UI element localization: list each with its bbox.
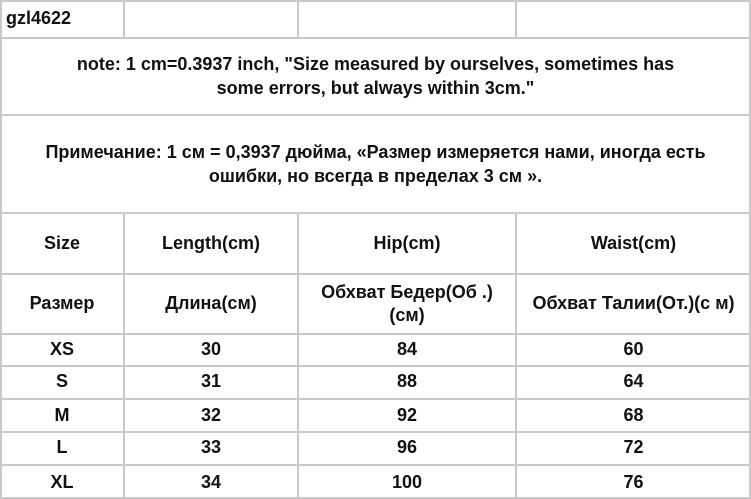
header-size-en: Size — [43, 233, 81, 254]
grid-line — [0, 0, 2, 499]
grid-line — [123, 213, 125, 499]
cell-size: XL — [50, 471, 74, 492]
cell-hip: 84 — [396, 339, 418, 360]
grid-line — [297, 0, 299, 38]
note-english: note: 1 cm=0.3937 inch, "Size measured by ourselves, sometimes has some errors, but always within 3cm." — [76, 53, 675, 98]
cell-waist: 64 — [623, 371, 644, 392]
cell-length: 31 — [200, 371, 222, 392]
header-length-ru: Длина(см) — [165, 293, 257, 314]
cell-length: 32 — [200, 405, 222, 426]
cell-waist: 60 — [623, 339, 644, 360]
cell-size: L — [56, 437, 68, 458]
grid-line — [0, 431, 751, 433]
cell-length: 34 — [200, 471, 222, 492]
header-waist-ru: Обхват Талии(От.)(с м) — [532, 293, 735, 314]
grid-line — [0, 273, 751, 275]
cell-size: M — [54, 405, 70, 426]
grid-line — [0, 365, 751, 367]
grid-line — [515, 0, 517, 38]
cell-hip: 92 — [396, 405, 418, 426]
grid-line — [0, 464, 751, 466]
cell-size: XS — [49, 339, 74, 360]
grid-line — [0, 398, 751, 400]
cell-length: 30 — [200, 339, 222, 360]
grid-line — [0, 333, 751, 335]
product-code: gzl4622 — [6, 8, 72, 29]
grid-line — [0, 212, 751, 214]
header-hip-ru: Обхват Бедер(Об .)(см) — [321, 281, 493, 325]
cell-length: 33 — [200, 437, 222, 458]
grid-line — [123, 0, 125, 38]
header-length-en: Length(cm) — [162, 233, 260, 254]
cell-hip: 96 — [396, 437, 418, 458]
cell-waist: 76 — [623, 471, 644, 492]
cell-size: S — [55, 371, 68, 392]
header-waist-en: Waist(cm) — [590, 233, 677, 254]
cell-hip: 88 — [396, 371, 418, 392]
grid-line — [0, 37, 751, 39]
note-russian: Примечание: 1 см = 0,3937 дюйма, «Размер измеряется нами, иногда есть ошибки, но всегда в пределах 3 см ». — [45, 141, 706, 186]
grid-line — [297, 213, 299, 499]
grid-line — [0, 0, 751, 2]
cell-waist: 68 — [623, 405, 644, 426]
cell-hip: 100 — [391, 471, 423, 492]
header-hip-en: Hip(cm) — [373, 233, 441, 254]
grid-line — [0, 114, 751, 116]
header-size-ru: Размер — [29, 293, 95, 314]
cell-waist: 72 — [623, 437, 644, 458]
grid-line — [515, 213, 517, 499]
